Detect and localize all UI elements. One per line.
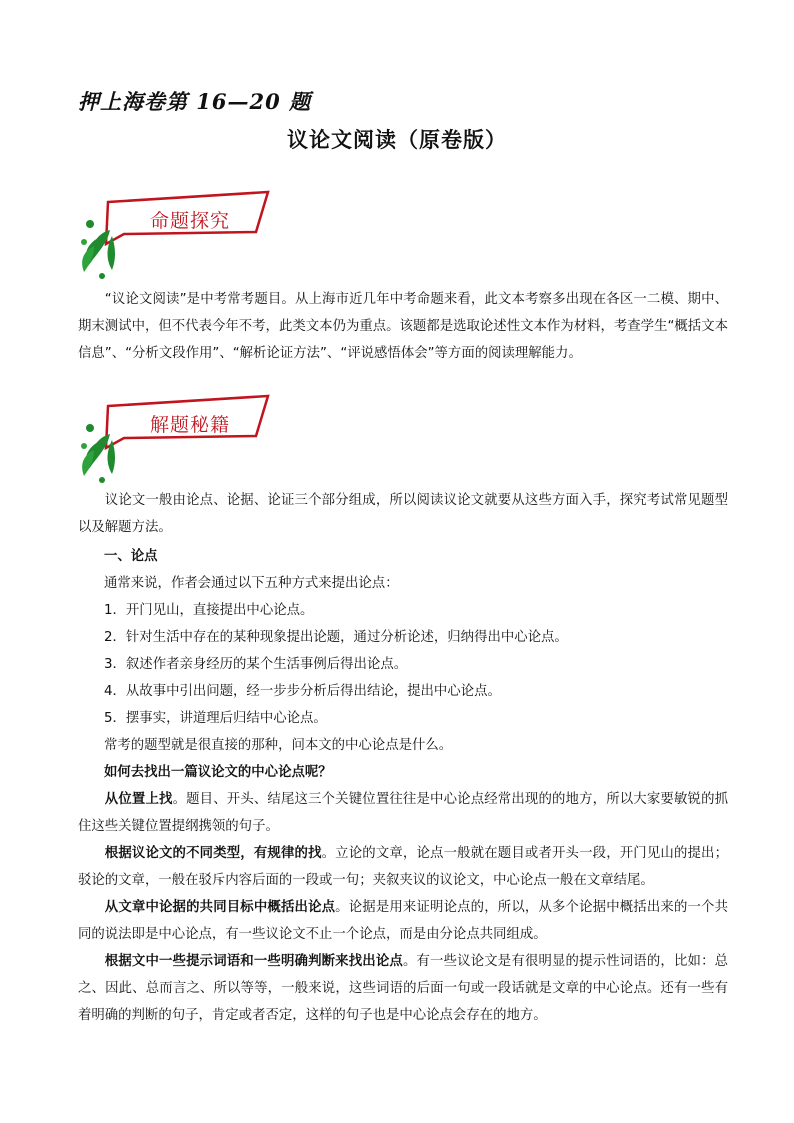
banner-label: 命题探究 — [150, 210, 231, 232]
method-intro-paragraph: 议论文一般由论点、论据、论证三个部分组成，所以阅读议论文就要从这些方面入手，探究考试常见题型以及解题方法。 — [78, 493, 728, 535]
section-heading: 一、论点 — [104, 549, 158, 564]
method-lead: 根据文中一些提示词语和一些明确判断来找出论点 — [104, 954, 403, 969]
intro-paragraph: “议论文阅读”是中考常考题目。从上海市近几年中考命题来看，此文本考察多出现在各区一二模、期中、期末测试中，但不代表今年不考，此类文本仍为重点。该题都是选取论述性文本作为材料，考查学生“概括文本信息”、“分析文段作用”、“解析论证方法”、“评说感悟体会”等方面的阅读理解能力。 — [78, 292, 728, 361]
method-lead: 从文章中论据的共同目标中概括出论点 — [104, 900, 336, 915]
method-paragraph — [78, 948, 728, 1029]
list-item: 3．叙述作者亲身经历的某个生活事例后得出论点。 — [104, 657, 408, 672]
common-question-line: 常考的题型就是很直接的那种，问本文的中心论点是什么。 — [104, 738, 453, 753]
method-text: 。题目、开头、结尾这三个关键位置往往是中心论点经常出现的的地方，所以大家要敏锐的抓住这些关键位置提纲携领的句子。 — [78, 792, 729, 834]
list-item: 2．针对生活中存在的某种现象提出论题，通过分析论述，归纳得出中心论点。 — [104, 630, 568, 645]
method-paragraph — [78, 786, 728, 840]
banner-label: 解题秘籍 — [150, 414, 231, 436]
leaf-banner-icon — [72, 394, 272, 490]
banner-solving-tips — [72, 394, 272, 490]
banner-topic-research — [72, 190, 272, 286]
document-subtitle: 议论文阅读（原卷版） — [287, 127, 507, 152]
method-paragraph — [78, 894, 728, 948]
method-lead: 从位置上找 — [104, 792, 173, 807]
section-lead-line: 通常来说，作者会通过以下五种方式来提出论点： — [104, 576, 399, 591]
exam-title: 押上海卷第 16—20 题 — [78, 89, 312, 114]
leaf-banner-icon — [72, 190, 272, 286]
question-heading: 如何去找出一篇议论文的中心论点呢？ — [104, 765, 332, 780]
list-item: 5．摆事实，讲道理后归结中心论点。 — [104, 711, 327, 726]
list-item: 1．开门见山，直接提出中心论点。 — [104, 603, 314, 618]
method-text: 。立论的文章，论点一般就在题目或者开头一段，开门见山的提出；驳论的文章，一般在驳斥内容后面的一段或一句；夹叙夹议的议论文，中心论点一般在文章结尾。 — [78, 846, 729, 888]
method-lead: 根据议论文的不同类型，有规律的找 — [104, 846, 322, 861]
method-text: 。有一些议论文是有很明显的提示性词语的，比如：总之、因此、总而言之、所以等等，一般来说，这些词语的后面一句或一段话就是文章的中心论点。还有一些有着明确的判断的句子，肯定或者否定，这样的句子也是中心论点会存在的地方。 — [78, 954, 729, 1023]
method-text: 。论据是用来证明论点的，所以，从多个论据中概括出来的一个共同的说法即是中心论点，有一些议论文不止一个论点，而是由分论点共同组成。 — [78, 900, 728, 942]
method-paragraph — [78, 840, 728, 894]
list-item: 4．从故事中引出问题，经一步步分析后得出结论，提出中心论点。 — [104, 684, 501, 699]
